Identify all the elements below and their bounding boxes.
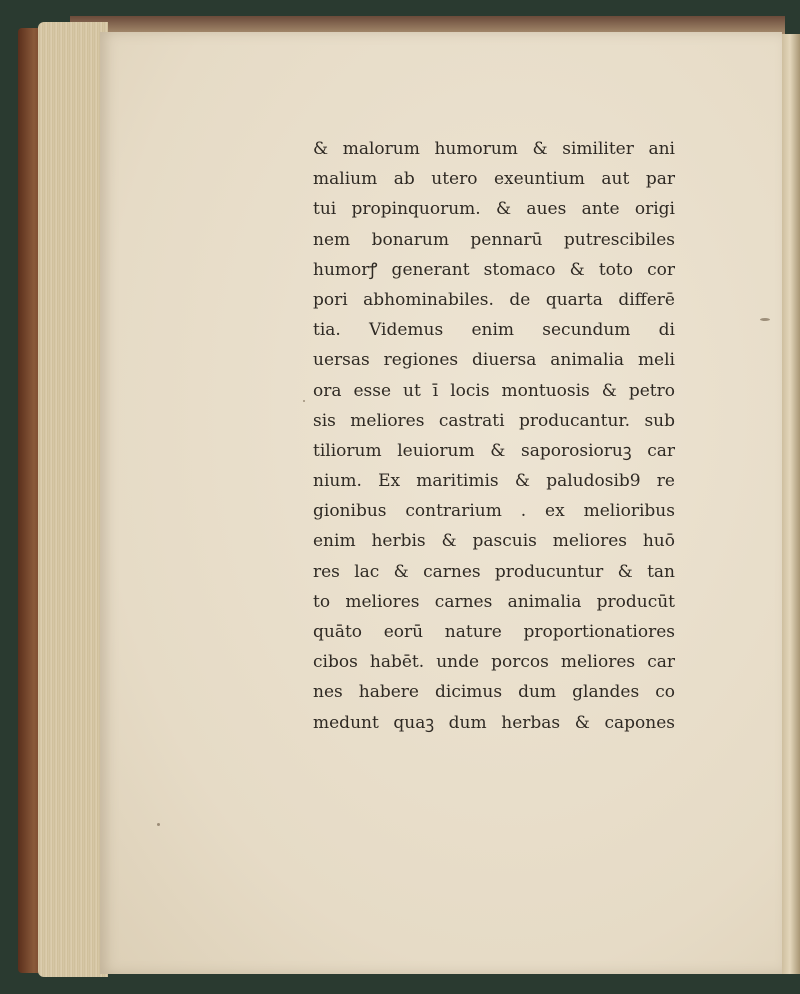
text-line: tui propinquorum. & aues ante origi (313, 199, 675, 220)
ink-speck (303, 400, 305, 402)
text-block (313, 134, 675, 738)
text-line: pori abhominabiles. de quarta differē (313, 289, 675, 310)
text-line: nes habere dicimus dum glandes co (313, 682, 675, 703)
text-line: res lac & carnes producuntur & tan (313, 561, 675, 582)
text-line: medunt quaꝫ dum herbas & capones (313, 712, 675, 733)
text-line: humorꝭ generant stomaco & toto cor (313, 259, 675, 280)
page-edges (38, 22, 108, 977)
text-line: & malorum humorum & similiter ani (313, 139, 675, 159)
text-line: nium. Ex maritimis & paludosib9 re (313, 471, 675, 492)
text-line: malium ab utero exeuntium aut par (313, 169, 675, 190)
text-line: nem bonarum pennarū putrescibiles (313, 229, 675, 250)
text-line: uersas regiones diuersa animalia meli (313, 350, 675, 371)
text-line: enim herbis & pascuis meliores huō (313, 531, 675, 552)
ink-speck (157, 823, 160, 826)
text-line: cibos habēt. unde porcos meliores car (313, 652, 675, 673)
facing-page-edge (780, 34, 800, 974)
text-line: sis meliores castrati producantur. sub (313, 410, 675, 431)
text-line: to meliores carnes animalia producūt (313, 591, 675, 612)
text-line: ora esse ut ī locis montuosis & petro (313, 380, 675, 401)
text-line: gionibus contrarium . ex melioribus (313, 501, 675, 522)
text-line: quāto eorū nature proportionatiores (313, 622, 675, 642)
text-line: tia. Videmus enim secundum di (313, 320, 675, 341)
text-line: tiliorum leuiorum & saporosioruꝫ car (313, 440, 675, 461)
ink-speck (760, 318, 770, 321)
